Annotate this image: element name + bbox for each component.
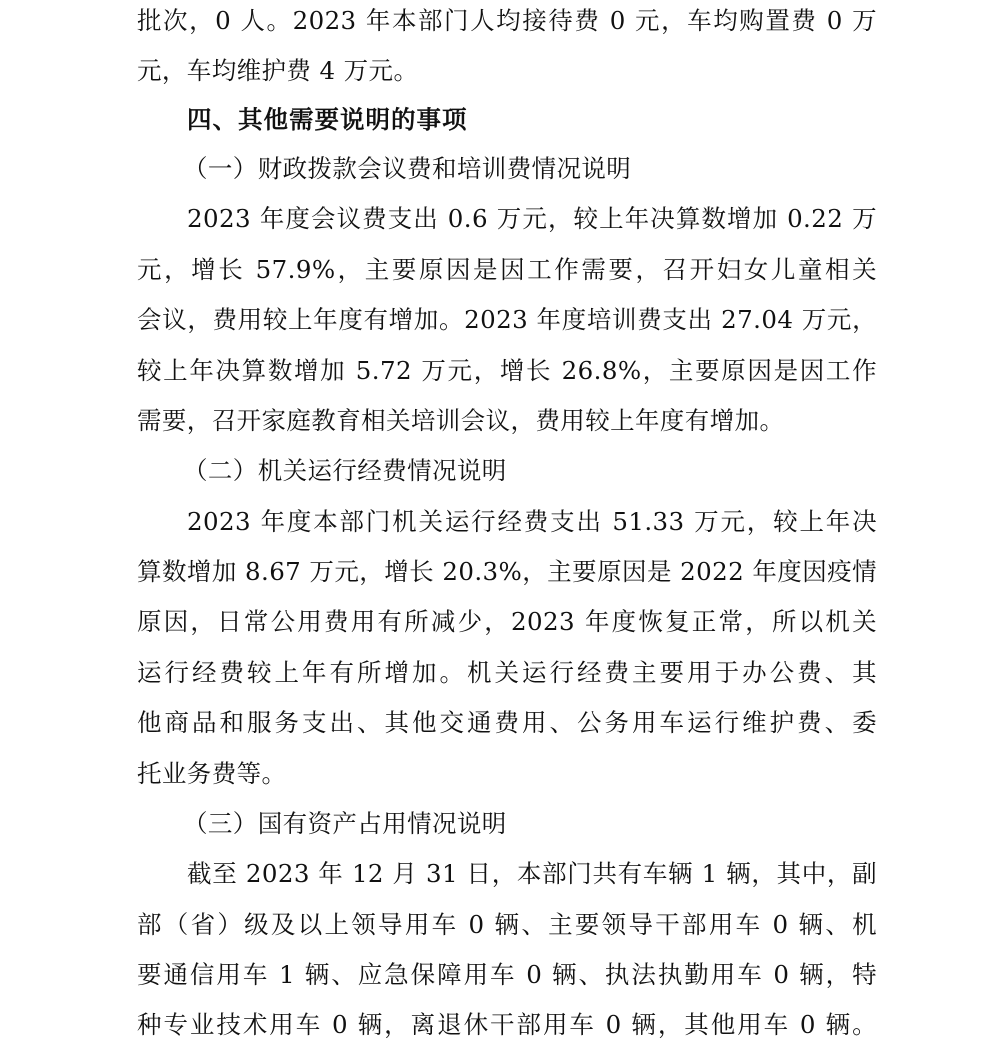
paragraph-line: 批次，0 人。2023 年本部门人均接待费 0 元，车均购置费 0 万: [137, 6, 877, 35]
paragraph-line: 算数增加 8.67 万元，增长 20.3%，主要原因是 2022 年度因疫情: [137, 557, 877, 586]
paragraph-line: 种专业技术用车 0 辆，离退休干部用车 0 辆，其他用车 0 辆。: [137, 1010, 877, 1039]
paragraph-line: 需要，召开家庭教育相关培训会议，费用较上年度有增加。: [137, 406, 785, 435]
section-heading: 四、其他需要说明的事项: [187, 105, 468, 134]
paragraph-line: 截至 2023 年 12 月 31 日，本部门共有车辆 1 辆，其中，副: [187, 859, 877, 888]
paragraph-line: 2023 年度本部门机关运行经费支出 51.33 万元，较上年决: [187, 507, 877, 536]
paragraph-line: 部（省）级及以上领导用车 0 辆、主要领导干部用车 0 辆、机: [137, 910, 877, 939]
paragraph-line: 较上年决算数增加 5.72 万元，增长 26.8%，主要原因是因工作: [137, 356, 877, 385]
paragraph-line: 他商品和服务支出、其他交通费用、公务用车运行维护费、委: [137, 708, 877, 737]
paragraph-line: 元，车均维护费 4 万元。: [137, 56, 419, 85]
subsection-heading: （二）机关运行经费情况说明: [183, 456, 507, 485]
subsection-heading: （一）财政拨款会议费和培训费情况说明: [183, 154, 632, 183]
paragraph-line: 运行经费较上年有所增加。机关运行经费主要用于办公费、其: [137, 658, 877, 687]
paragraph-line: 元，增长 57.9%，主要原因是因工作需要，召开妇女儿童相关: [137, 255, 877, 284]
paragraph-line: 原因，日常公用费用有所减少，2023 年度恢复正常，所以机关: [137, 607, 877, 636]
paragraph-line: 2023 年度会议费支出 0.6 万元，较上年决算数增加 0.22 万: [187, 204, 877, 233]
paragraph-line: 托业务费等。: [137, 759, 287, 788]
subsection-heading: （三）国有资产占用情况说明: [183, 809, 507, 838]
paragraph-line: 要通信用车 1 辆、应急保障用车 0 辆、执法执勤用车 0 辆，特: [137, 960, 877, 989]
paragraph-line: 会议，费用较上年度有增加。2023 年度培训费支出 27.04 万元，: [137, 305, 877, 334]
